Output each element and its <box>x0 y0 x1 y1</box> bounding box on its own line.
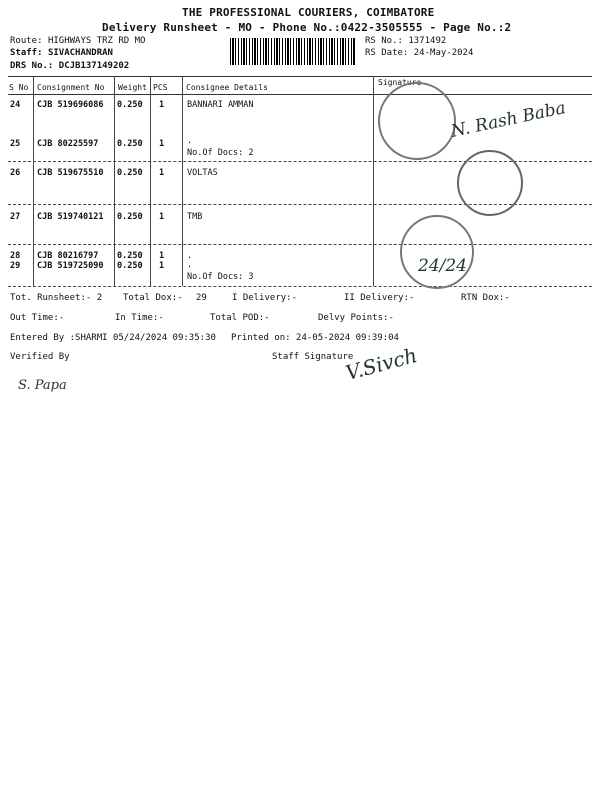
col-header-signature: Signature <box>378 78 422 87</box>
row-consignee: TMB <box>187 212 203 222</box>
row-consignee: . <box>187 260 193 270</box>
route-label: Route: <box>10 36 43 46</box>
row-consignment-no: CJB 519740121 <box>37 212 104 222</box>
row-pcs: 1 <box>159 100 165 110</box>
company-stamp <box>400 215 474 289</box>
staff-label: Staff: <box>10 48 43 58</box>
row-sno: 29 <box>10 261 21 271</box>
table-top-rule <box>8 76 592 77</box>
staff-signature: V.Sivch <box>343 342 420 386</box>
drs-row <box>10 61 129 71</box>
table-header-rule <box>8 94 592 95</box>
row-pcs: 1 <box>159 261 165 271</box>
verifier-signature: S. Papa <box>18 378 67 393</box>
staff-value: SIVACHANDRAN <box>47 48 113 58</box>
date-handwriting: 24/24 <box>418 256 467 276</box>
row-consignee: . <box>187 136 193 146</box>
row-weight: 0.250 <box>117 139 143 149</box>
row-divider <box>8 244 592 245</box>
docs-count: No.Of Docs: 2 <box>187 148 254 158</box>
col-header-consignment: Consignment No <box>37 83 105 92</box>
row-pcs: 1 <box>159 139 165 149</box>
barcode-image <box>230 38 355 65</box>
ii-delivery: II Delivery:- <box>344 293 415 303</box>
printed-on: Printed on: 24-05-2024 09:39:04 <box>231 333 399 343</box>
col-separator <box>150 76 151 286</box>
total-dox-value: 29 <box>196 293 207 303</box>
row-consignee: VOLTAS <box>187 168 218 178</box>
row-consignment-no: CJB 519696086 <box>37 100 104 110</box>
row-weight: 0.250 <box>117 212 143 222</box>
drs-value: DCJB137149202 <box>58 61 130 71</box>
table-row <box>10 100 20 110</box>
route-value: HIGHWAYS TRZ RD MO <box>47 36 146 46</box>
out-time: Out Time:- <box>10 313 65 323</box>
total-pod: Total POD:- <box>210 313 270 323</box>
row-pcs: 1 <box>159 168 165 178</box>
col-separator <box>33 76 34 286</box>
in-time: In Time:- <box>115 313 164 323</box>
row-pcs: 1 <box>159 212 165 222</box>
row-sno: 25 <box>10 139 21 149</box>
company-stamp <box>457 150 523 216</box>
staff-row <box>10 48 113 58</box>
row-consignee: BANNARI AMMAN <box>187 100 254 110</box>
i-delivery: I Delivery:- <box>232 293 298 303</box>
rtn-dox: RTN Dox:- <box>461 293 510 303</box>
entered-by: Entered By :SHARMI 05/24/2024 09:35:30 <box>10 333 216 343</box>
row-pcs: 1 <box>159 251 165 261</box>
drs-label: DRS No.: <box>10 61 54 71</box>
document-title: THE PROFESSIONAL COURIERS, COIMBATORE <box>182 6 435 19</box>
tot-runsheet: Tot. Runsheet:- 2 <box>10 293 103 303</box>
table-row <box>10 212 20 222</box>
row-sno: 28 <box>10 251 21 261</box>
row-weight: 0.250 <box>117 251 143 261</box>
total-dox-label: Total Dox:- <box>123 293 183 303</box>
col-header-pcs: PCS <box>153 83 168 92</box>
col-header-sno: S No <box>9 83 29 92</box>
col-separator <box>182 76 183 286</box>
row-sno: 26 <box>10 168 21 178</box>
table-bottom-rule <box>8 286 592 287</box>
rs-date: RS Date: 24-May-2024 <box>365 48 474 58</box>
row-weight: 0.250 <box>117 168 143 178</box>
company-stamp <box>378 82 456 160</box>
docs-count: No.Of Docs: 3 <box>187 272 254 282</box>
table-row <box>10 251 20 261</box>
delvy-points: Delvy Points:- <box>318 313 394 323</box>
row-weight: 0.250 <box>117 100 143 110</box>
row-consignee: . <box>187 251 193 261</box>
route-row <box>10 36 145 46</box>
row-consignment-no: CJB 80216797 <box>37 251 99 261</box>
col-header-consignee: Consignee Details <box>186 83 268 92</box>
verified-by-label: Verified By <box>10 352 70 362</box>
col-separator <box>373 76 374 286</box>
staff-signature-label: Staff Signature <box>272 352 354 362</box>
col-separator <box>114 76 115 286</box>
col-header-weight: Weight <box>118 83 147 92</box>
rs-number: RS No.: 1371492 <box>365 36 447 46</box>
table-row <box>10 168 20 178</box>
row-weight: 0.250 <box>117 261 143 271</box>
recipient-signature: N. Rash Baba <box>449 98 568 142</box>
row-consignment-no: CJB 80225597 <box>37 139 99 149</box>
row-sno: 24 <box>10 100 21 110</box>
row-consignment-no: CJB 519725090 <box>37 261 104 271</box>
document-subtitle: Delivery Runsheet - MO - Phone No.:0422-3505555 - Page No.:2 <box>102 21 512 34</box>
table-row <box>10 139 20 149</box>
table-row <box>10 261 20 271</box>
row-consignment-no: CJB 519675510 <box>37 168 104 178</box>
row-sno: 27 <box>10 212 21 222</box>
